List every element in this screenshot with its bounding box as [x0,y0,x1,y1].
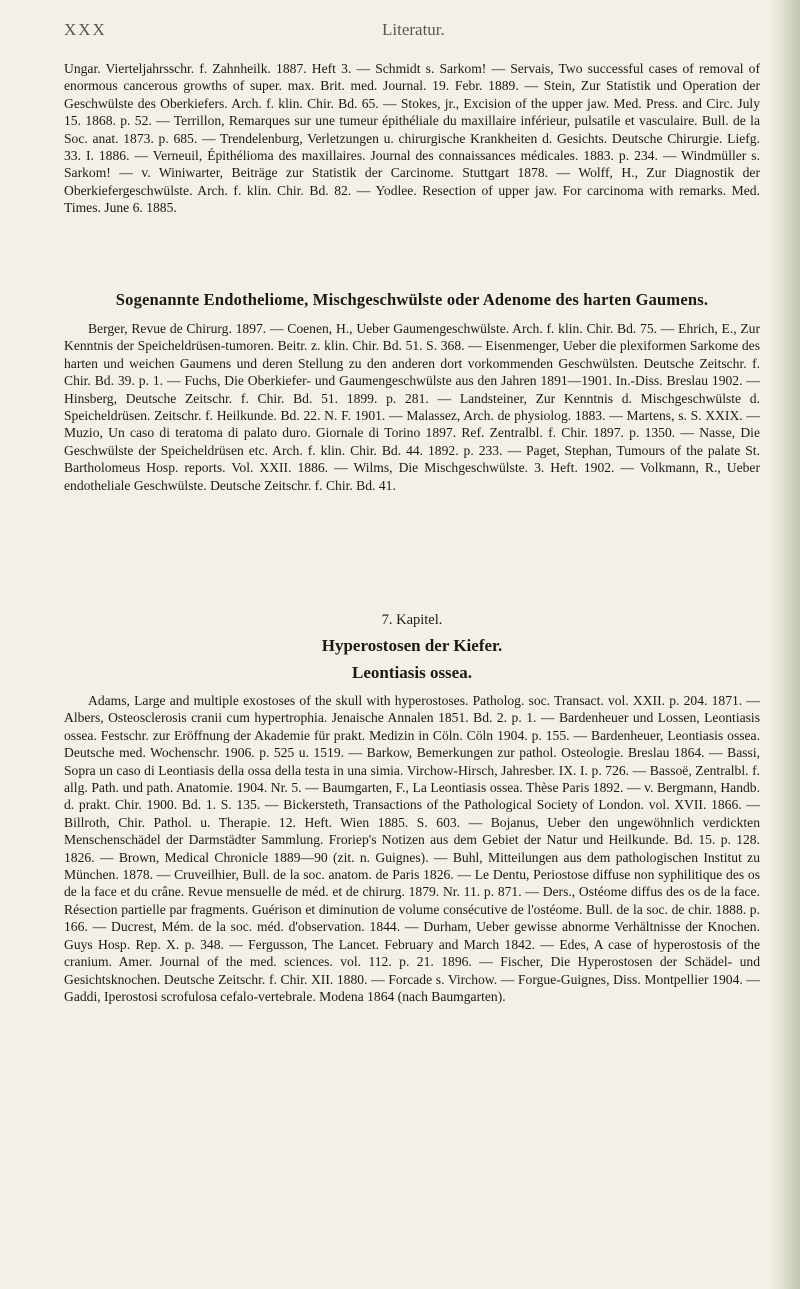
paragraph-carcinoma-refs: Ungar. Vierteljahrsschr. f. Zahnheilk. 1887. Heft 3. — Schmidt s. Sarkom! — Servais, Two successful cases of removal of enormous cancerous growths of super. max. Brit. med. Journal. 19. Febr. 1889. — Stein, Zur Statistik und Operation der Geschwülste des Oberkiefers. Arch. f. klin. Chir. Bd. 65. — Stokes, jr., Excision of the upper jaw. Med. Press. and Circ. July 15. 1868. p. 52. — Terrillon, Remarques sur une tumeur épithéliale du maxillaire inférieur, pulsatile et vasculaire. Bull. de la Soc. anat. 1873. p. 685. — Trendelenburg, Verletzungen u. chirurgische Krankheiten d. Gesichts. Deutsche Chirurgie. Liefg. 33. I. 1886. — Verneuil, Épithélioma des maxillaires. Journal des connaissances médicales. 1883. p. 234. — Windmüller s. Sarkom! — v. Winiwarter, Beiträge zur Statistik der Carcinome. Stuttgart 1878. — Wolff, H., Zur Diagnostik der Oberkiefergeschwülste. Arch. f. klin. Chir. Bd. 82. — Yodlee. Resection of upper jaw. For carcinoma with remarks. Med. Times. June 6. 1885. [64,61,760,216]
references-block-endotheliome [64,320,760,494]
paragraph-endotheliome-refs: Berger, Revue de Chirurg. 1897. — Coenen, H., Ueber Gaumengeschwülste. Arch. f. klin. Chir. Bd. 75. — Ehrich, E., Zur Kenntnis der Speicheldrüsen-tumoren. Beitr. z. klin. Chir. Bd. 51. S. 368. — Eisenmenger, Ueber die plexiformen Sarkome des harten und weichen Gaumens und deren Stellung zu den anderen dort vorkommenden Geschwülsten. Deutsche Zeitschr. f. Chir. Bd. 39. p. 1. — Fuchs, Die Oberkiefer- und Gaumengeschwülste aus den Jahren 1891—1901. In.-Diss. Breslau 1902. — Hinsberg, Deutsche Zeitschr. f. Chir. Bd. 51. 1899. p. 281. — Landsteiner, Zur Kenntnis d. Mischgeschwülste d. Speicheldrüsen. Zeitschr. f. Heilkunde. Bd. 22. N. F. 1901. — Malassez, Arch. de physiolog. 1883. — Martens, s. S. XXIX. — Muzio, Un caso di teratoma di palato duro. Giornale di Torino 1897. Ref. Zentralbl. f. Chir. 1897. p. 1350. — Nasse, Die Geschwülste der Speicheldrüsen etc. Arch. f. klin. Chir. Bd. 44. 1892. p. 233. — Paget, Stephan, Tumours of the palate St. Bartholomeus Hosp. reports. Vol. XXII. 1886. — Wilms, Die Mischgeschwülste. 3. Heft. 1902. — Volkmann, R., Ueber endotheliale Geschwülste. Deutsche Zeitschr. f. Chir. Bd. 41. [64,321,760,493]
section-heading-endotheliome: Sogenannte Endotheliome, Mischgeschwülste oder Adenome des harten Gaumens. [115,290,709,309]
running-head [64,20,760,42]
section-heading-leontiasis: Leontiasis ossea. [352,663,472,682]
page-edge-shadow [770,0,800,1289]
references-block-carcinoma [64,60,760,217]
paragraph-leontiasis-refs: Adams, Large and multiple exostoses of the skull with hyperostoses. Patholog. soc. Transact. vol. XXII. p. 204. 1871. — Albers, Osteosclerosis cranii cum hypertrophia. Jenaische Annalen 1851. Bd. 2. p. 1. — Bardenheuer und Lossen, Leontiasis ossea. Festschr. zur Eröffnung der Akademie für prakt. Medizin in Cöln. Cöln 1904. p. 155. — Bardenheuer, Leontiasis ossea. Deutsche med. Wochenschr. 1906. p. 525 u. 1519. — Barkow, Bemerkungen zur pathol. Osteologie. Breslau 1864. — Bassi, Sopra un caso di Leontiasis della ossa della testa in una simia. Virchow-Hirsch, Jahresber. IX. I. p. 726. — Bassoë, Zentralbl. f. allg. Path. und path. Anatomie. 1904. Nr. 5. — Baumgarten, F., La Leontiasis ossea. Thèse Paris 1892. — v. Bergmann, Handb. d. prakt. Chir. 1900. Bd. 1. S. 135. — Bickersteth, Transactions of the Pathological Society of London. vol. XVII. 1866. — Billroth, Chir. Pathol. u. Therapie. 12. Heft. Wien 1885. S. 603. — Bojanus, Ueber den ungewöhnlich verdickten Menschenschädel der Darmstädter Sammlung. Froriep's Notizen aus dem Gebiet der Natur und Heilkunde. Bd. 15. p. 128. 1826. — Brown, Medical Chronicle 1889—90 (zit. n. Guignes). — Buhl, Mitteilungen aus dem pathologischen Institut zu München. 1878. — Cruveilhier, Bull. de la soc. anatom. de Paris 1826. — Le Dentu, Periostose diffuse non syphilitique des os de la face et du crâne. Revue mensuelle de méd. et de chirurg. 1879. Nr. 11. p. 871. — Ders., Ostéome diffus des os de la face. Résection partielle par fragments. Guérison et diminution de volume consécutive de l'ostéome. Bull. de la soc. de chir. 1888. p. 166. — Ducrest, Mém. de la soc. méd. d'observation. 1844. — Durham, Ueber gewisse abnorme Verhältnisse der Knochen. Guys Hosp. Rep. X. p. 348. — Fergusson, The Lancet. February and March 1842. — Edes, A case of hyperostosis of the cranium. Amer. Journal of the med. sciences. vol. 112. p. 21. 1896. — Fischer, Die Hyperostosen der Schädel- und Gesichtsknochen. Deutsche Zeitschr. f. Chir. XII. 1880. — Forcade s. Virchow. — Forgue-Guignes, Diss. Montpellier 1904. — Gaddi, Iperostosi scrofulosa cefalo-vertebrale. Modena 1864 (nach Baumgarten). [64,693,760,1004]
references-block-leontiasis [64,692,760,1005]
page-number: XXX [64,20,107,39]
running-title: Literatur. [382,20,445,39]
chapter-label: 7. Kapitel. [381,612,443,628]
chapter-title: Hyperostosen der Kiefer. [321,636,503,655]
